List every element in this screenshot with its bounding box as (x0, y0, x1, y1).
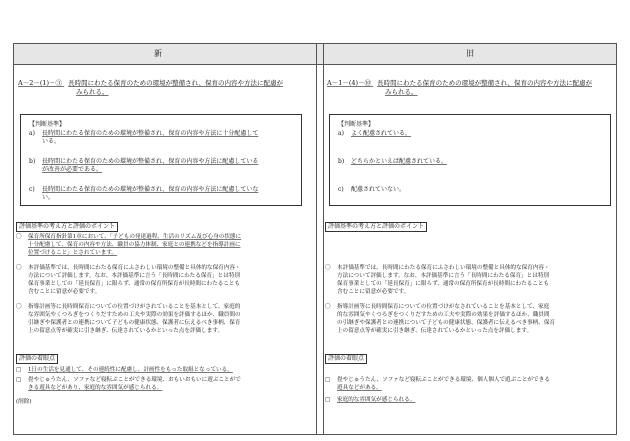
bullet-line: 家庭的な雰囲気が感じられる。 (337, 397, 416, 403)
bullet-line: 位置づけること」とされています。 (28, 250, 118, 256)
bullet-line: 畳やじゅうたん、ソファなど寝転ぶことができる環境、個人個人で遊ぶことができる (337, 377, 550, 383)
bullet-line: 本評価基準では、長時間にわたる保育にふさわしい環境の整備と具体的な保育内容・ (337, 265, 550, 271)
criteria-title: 【判断基準】 (29, 121, 66, 128)
bullet-line: の引継ぎや保護者との連携について子どもの健康状態、保護者に伝えるべき事柄、保育 (337, 320, 556, 326)
bullet-mark: 〇 (325, 265, 331, 271)
bullet-line: 含むことに留意が必要です。 (337, 289, 410, 295)
item-title (18, 79, 308, 88)
bullet-mark: 〇 (16, 304, 22, 310)
bullet-line: 1日の生活を見通して、その連続性に配慮し、計画性をもった取組となっている。 (28, 367, 233, 373)
option-text: どちらかといえば配慮されている。 (351, 158, 448, 165)
section-title-points: 評価基準の考え方と評価のポイント (325, 222, 427, 232)
option-letter: b) (29, 158, 36, 165)
option-letter: a) (29, 130, 35, 137)
bullet-line: な雰囲気やくつろぎをつくりだすための工夫や実際の効果を評価するほか、職員間の (28, 312, 241, 318)
column-header-old: 旧 (466, 49, 474, 58)
bullet-mark: 〇 (16, 265, 22, 271)
bullet-line: 含むことに留意が必要です。 (28, 289, 101, 295)
option-text: よく配慮されている。 (351, 130, 412, 137)
bullet-line: 方法について評価します。なお、本評価基準に言う「長時間にわたる保育」とは特別 (337, 273, 550, 279)
old-column (323, 64, 618, 434)
option-text: 長時間にわたる保育のための環境が整備され、保育の内容や方法に配慮していな (42, 186, 259, 193)
section-title-focus: 評価の着眼点 (325, 354, 367, 364)
item-title-line: 長時間にわたる保育のための環境が整備され、保育の内容や方法に配慮が (68, 79, 284, 87)
new-column (14, 64, 316, 434)
bullet-line: 遊具などがある。 (337, 385, 382, 391)
option-text: 長時間にわたる保育のための環境が整備され、保育の内容や方法に配慮している (42, 158, 259, 165)
table-header (14, 44, 616, 65)
bullet-line: 指導計画等に長時間保育についての位置づけがされていることを基本として、家庭的 (28, 304, 241, 310)
bullet-line: 上の留意点等が確実に引き継ぎ、伝達されているかといった点を評価します。 (337, 328, 533, 334)
bullet-line: 的な雰囲気やくつろぎをつくりだすための工夫や実際の効果を評価するほか、職員間 (337, 312, 550, 318)
section-title-points: 評価基準の考え方と評価のポイント (16, 222, 118, 232)
bullet-line: 上の留意点等が確実に引き継ぎ、伝達されているかといった点を評価します。 (28, 328, 224, 334)
option-text: 長時間にわたる保育のための環境が整備され、保育の内容や方法に十分配慮して (42, 130, 259, 137)
option-text: いる。 (42, 138, 61, 145)
item-title-line: みられる。 (76, 88, 109, 96)
bullet-line: 保育事業としての「延長保育」に限らず、通常の保育所保育が長時間にわたることも (337, 281, 550, 287)
option-text: い。 (42, 194, 55, 201)
deleted-note: (削除) (16, 399, 32, 405)
bullet-mark: 〇 (325, 304, 331, 310)
bullet-line: 本評価基準では、長時間にわたる保育にふさわしい環境の整備と具体的な保育内容・ (28, 265, 241, 271)
checkbox-mark: □ (16, 367, 22, 373)
bullet-line: 十分配慮して、保育の内容や方法、職員の協力体制、家庭との連携などを指導計画に (28, 242, 241, 248)
item-code: A－1－(4)－⑩ (327, 79, 372, 87)
criteria-title: 【判断基準】 (338, 121, 375, 128)
criteria-box (329, 114, 611, 206)
checkbox-mark: □ (16, 377, 22, 383)
column-divider (316, 44, 317, 434)
bullet-line: 方法について評価します。なお、本評価基準に言う「長時間にわたる保育」とは特別 (28, 273, 241, 279)
bullet-line: 保育事業としての「延長保育」に限らず、通常の保育所保育が長時間にわたることも (28, 281, 241, 287)
bullet-line: 引継ぎや保護者との連携について子どもの健康状態、保護者に伝えるべき事柄、保育 (28, 320, 241, 326)
column-header-new: 新 (154, 49, 162, 58)
bullet-line: 指導計画等に長時間保育についての位置づけがなされていることを基本として、家庭 (337, 304, 550, 310)
option-letter: c) (338, 186, 344, 193)
option-letter: c) (29, 186, 35, 193)
option-letter: b) (338, 158, 345, 165)
criteria-box (20, 114, 302, 206)
checkbox-mark: □ (325, 397, 331, 403)
comparison-table (13, 43, 617, 435)
item-title-line: 長時間にわたる保育のための環境が整備され、保育の内容や方法に配慮が (377, 79, 593, 87)
section-title-focus: 評価の着眼点 (16, 354, 58, 364)
checkbox-mark: □ (325, 377, 331, 383)
bullet-line: きる遊具などがあり、家庭的な雰囲気が感じられる。 (28, 385, 163, 391)
bullet-mark: 〇 (16, 234, 22, 240)
option-text: が改善が必要である。 (42, 166, 103, 173)
item-title (327, 79, 615, 88)
option-text: 配慮されていない。 (351, 186, 406, 193)
item-title-line: みられる。 (385, 88, 418, 96)
item-code: A－2－(1)－③ (18, 79, 63, 87)
option-letter: a) (338, 130, 344, 137)
bullet-line: 保育所保育指針第1章において、「子どもの発達過程、生活のリズム及び心身の状態に (28, 234, 242, 240)
bullet-line: 畳やじゅうたん、ソファなど寝転ぶことができる環境、おもいおもいに遊ぶことがで (28, 377, 241, 383)
